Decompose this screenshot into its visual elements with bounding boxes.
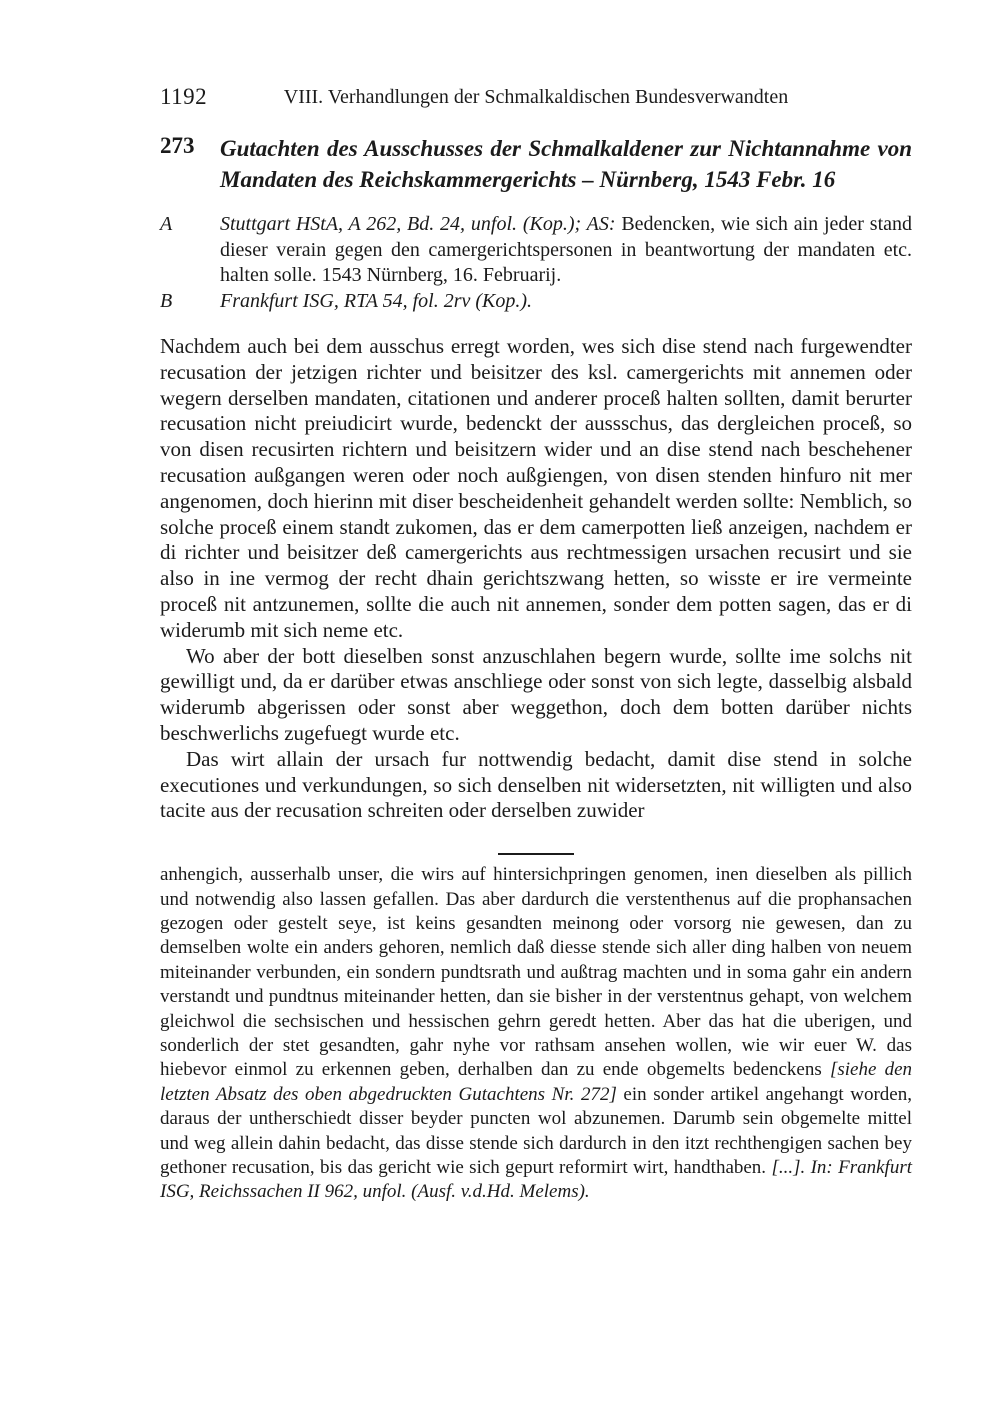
source-a-archive-reference: Stuttgart HStA, A 262, Bd. 24, unfol. (Kop.); AS: bbox=[220, 213, 616, 235]
source-text-b bbox=[220, 289, 912, 315]
footnote-continuation-text: anhengich, ausserhalb unser, die wirs auf hintersichpringen genomen, inen dieselben als pillich und notwendig also lassen gefallen. Das aber dardurch die verstenthenus auf die prophansachen gezogen oder gestelt seye, ist keins gesandten meinong oder vorsorg nie gewesen, dan zu demselben wolte ein anders gehoren, nemlich daß diesse stende sich aller ding halben von neuem miteinander verbunden, ein sondern pundtsrath und außtrag machten und in soma gahr ein andern verstandt und pundtnus miteinander hetten, dan sie bisher in der verstentnus gehapt, von welchem gleichwol die sechsischen und hessischen gehrn geredt hetten. Aber das hat die uberigen, und sonderlich der stet gesandten, gahr nyhe vor rathsam ansehen wollen, wie wir euer W. das hiebevor einmol zu erkennen geben, derhalben dan zu ende obgemelts bedenckens bbox=[160, 864, 912, 1081]
footnote-block bbox=[160, 863, 912, 1205]
body-paragraph-1: Nachdem auch bei dem ausschus erregt worden, wes sich dise stend nach furgewendter recusation der jetzigen richter und beisitzer des ksl. camergerichts mit annemen oder wegern derselben mandaten, citationen und anderer proceß halten sollten, damit berurter recusation nicht preiudicirt wurde, bedenckt der aussschus, das dergleichen proceß, so von disen recusirten richtern und beisitzern wider und an dise stend nach beschehener recusation außgangen weren oder noch außgiengen, von disen stenden hinfuro nit mer angenomen, doch hierinn mit diser bescheidenheit gehandelt werden sollte: Nemblich, so solche proceß einem standt zukomen, das er dem camerpotten ließ anzeigen, nachdem er di richter und beisitzer deß camergerichts aus rechtmessigen ursachen recusirt und sie also in ine vermog der recht dhain gerichtszwang hetten, so wisste er ire vermeinte proceß nit antzunemen, sollte die auch nit annemen, sonder dem potten sagen, das er di widerumb mit sich neme etc. bbox=[160, 334, 912, 642]
running-header bbox=[160, 84, 912, 112]
source-b-archive-reference: Frankfurt ISG, RTA 54, fol. 2rv (Kop.). bbox=[220, 289, 533, 312]
footnote-source-citation: [...]. In: Frankfurt ISG, Reichssachen II 962, unfol. (Ausf. v.d.Hd. Melems). bbox=[160, 1157, 912, 1203]
document-title: Gutachten des Ausschusses der Schmalkaldener zur Nichtannahme von Mandaten des Reichskammergerichts – Nürnberg, 1543 Febr. 16 bbox=[220, 136, 912, 192]
document-heading bbox=[160, 133, 912, 195]
chapter-title: VIII. Verhandlungen der Schmalkaldischen Bundesverwandten bbox=[283, 86, 789, 108]
body-paragraph-2: Wo aber der bott dieselben sonst anzuschlahen begern wurde, sollte ime solchs nit gewilligt und, da er darüber etwas anschliege oder sonst von sich legte, dasselbig alsbald widerumb abgerissen oder sonst aber weggethon, doch dem botten darüber nichts beschwerlichs zugefuegt wurde etc. bbox=[160, 643, 912, 745]
footnote-text bbox=[160, 863, 912, 1205]
footnote-separator bbox=[498, 853, 574, 855]
footnote-editorial-cross-reference: [siehe den letzten Absatz des oben abgedruckten Gutachtens Nr. 272] bbox=[160, 1059, 912, 1105]
text-block bbox=[160, 84, 912, 1205]
source-label-a: A bbox=[160, 213, 173, 235]
source-text-a bbox=[220, 212, 912, 289]
source-a-description: Bedencken, wie sich ain jeder stand dieser verain gegen den camergerichtspersonen in beantwortung der mandaten etc. halten solle. 1543 Nürnberg, 16. Februarij. bbox=[220, 213, 913, 286]
source-entry-a bbox=[160, 212, 912, 289]
document-body bbox=[160, 334, 912, 824]
source-label-b: B bbox=[160, 289, 173, 312]
source-entry-b bbox=[160, 289, 912, 315]
body-paragraph-3: Das wirt allain der ursach fur nottwendig bedacht, damit dise stend in solche executiones und verkundungen, so sich denselben nit widersetzten, nit willigten und also tacite aus der recusation schreiten oder derselben zuwider bbox=[160, 746, 912, 823]
footnote-continuation-text-2: ein sonder artikel angehangt worden, daraus der untherschiedt disser beyder puncten wol abzunemen. Darumb sein obgemelte mittel und weg allein dahin bedacht, das disse stende sich dardurch in den itzt rechthengigen sachen bey gethoner recusation, bis das gericht wie sich gepurt reformirt wirt, handthaben. bbox=[160, 1083, 912, 1179]
document-number: 273 bbox=[160, 133, 195, 158]
page-number: 1192 bbox=[160, 84, 208, 109]
source-list bbox=[160, 212, 912, 314]
